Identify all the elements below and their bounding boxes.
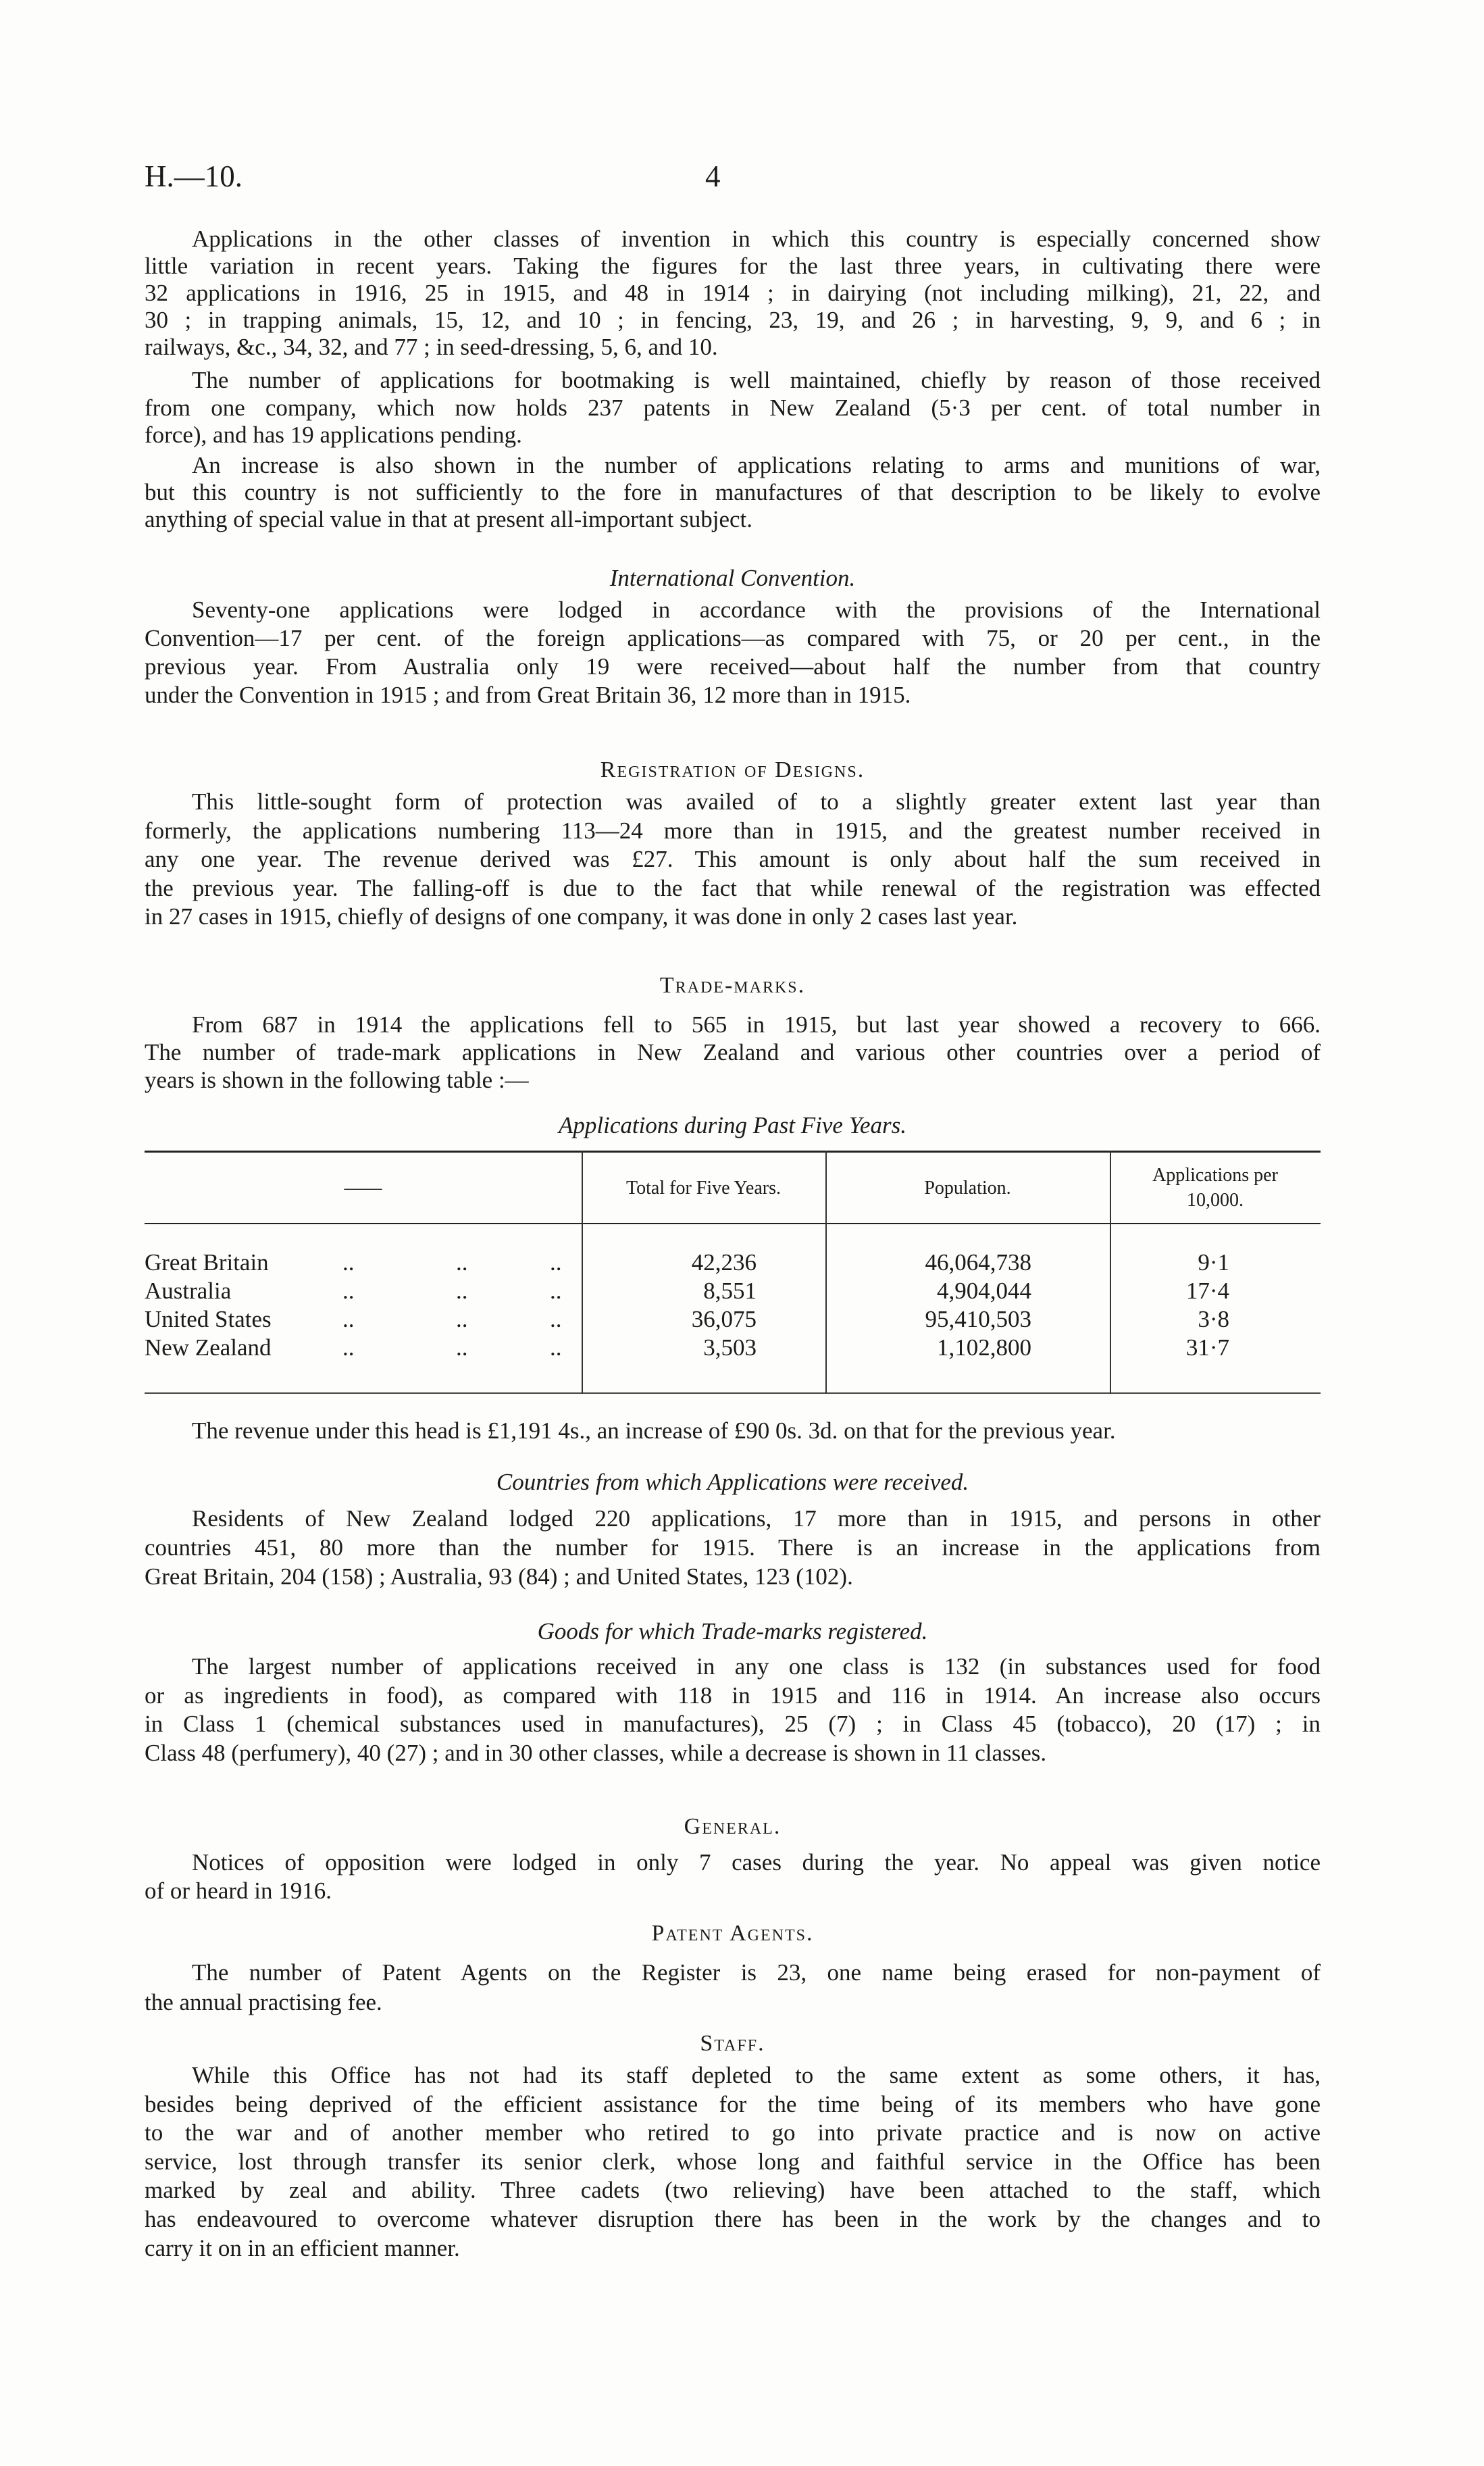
text-line: 32 applications in 1916, 25 in 1915, and 48 in 1914 ; in dairying (not including milking), 21, 22, and xyxy=(145,280,1321,306)
text-line: While this Office has not had its staff depleted to the same extent as some others, it has, xyxy=(192,2062,1321,2088)
text-line: formerly, the applications numbering 113—24 more than in 1915, and the greatest number received in xyxy=(145,817,1321,844)
leader-dots: .. xyxy=(456,1278,468,1304)
text-line: The revenue under this head is £1,191 4s., an increase of £90 0s. 3d. on that for the previous year. xyxy=(192,1417,1116,1444)
text-line: any one year. The revenue derived was £27. This amount is only about half the sum received in xyxy=(145,846,1321,872)
table-header-blank: —— xyxy=(344,1177,382,1199)
text-line: The number of trade-mark applications in New Zealand and various other countries over a period of xyxy=(145,1039,1321,1065)
leader-dots: .. xyxy=(550,1306,562,1332)
text-line: railways, &c., 34, 32, and 77 ; in seed-dressing, 5, 6, and 10. xyxy=(145,334,718,360)
text-line: to the war and of another member who retired to go into private practice and is now on active xyxy=(145,2119,1321,2146)
text-line: the previous year. The falling-off is due to the fact that while renewal of the registration was effected xyxy=(145,874,1321,901)
text-line: but this country is not sufficiently to the fore in manufactures of that description to be likely to evolve xyxy=(145,479,1321,505)
text-line: years is shown in the following table :— xyxy=(145,1067,529,1093)
text-line: Notices of opposition were lodged in only 7 cases during the year. No appeal was given notice xyxy=(192,1849,1321,1876)
text-line: countries 451, 80 more than the number for 1915. There is an increase in the applications from xyxy=(145,1534,1321,1561)
heading-registration-of-designs: Registration of Designs. xyxy=(600,757,865,782)
table-row xyxy=(145,1277,1321,1305)
text-line: From 687 in 1914 the applications fell to 565 in 1915, but last year showed a recovery to 666. xyxy=(192,1011,1321,1038)
population: 1,102,800 xyxy=(937,1334,1031,1361)
heading-general: General. xyxy=(684,1814,782,1839)
heading-trade-marks: Trade-marks. xyxy=(659,973,806,998)
paragraph-revenue xyxy=(145,1417,1321,1444)
page-number: 4 xyxy=(705,159,721,193)
table-caption: Applications during Past Five Years. xyxy=(559,1112,906,1138)
leader-dots: .. xyxy=(456,1334,468,1361)
text-line: Applications in the other classes of invention in which this country is especially concerned show xyxy=(192,226,1321,252)
table-header-rule xyxy=(145,1223,1321,1224)
text-line: marked by zeal and ability. Three cadets (two relieving) have been attached to the staff, which xyxy=(145,2177,1321,2204)
leader-dots: .. xyxy=(342,1306,355,1332)
text-line: previous year. From Australia only 19 were received—about half the number from that country xyxy=(145,653,1321,680)
text-line: service, lost through transfer its senior clerk, whose long and faithful service in the Office has been xyxy=(145,2148,1321,2175)
applications-table xyxy=(145,1151,1321,1395)
heading-staff: Staff. xyxy=(700,2031,765,2056)
paragraph-staff xyxy=(145,2061,1321,2263)
document-code: H.—10. xyxy=(145,159,242,193)
text-line: besides being deprived of the efficient assistance for the time being of its members who have gone xyxy=(145,2090,1321,2117)
population: 46,064,738 xyxy=(925,1249,1031,1276)
country-name: New Zealand xyxy=(145,1334,272,1361)
population: 4,904,044 xyxy=(937,1278,1031,1304)
table-row xyxy=(145,1334,1321,1362)
heading-international-convention: International Convention. xyxy=(609,565,856,591)
table-row xyxy=(145,1305,1321,1334)
country-name: Great Britain xyxy=(145,1249,269,1276)
heading-goods: Goods for which Trade-marks registered. xyxy=(537,1618,928,1644)
paragraph-countries xyxy=(145,1504,1321,1591)
leader-dots: .. xyxy=(550,1249,562,1276)
paragraph-arms xyxy=(145,452,1321,533)
text-line: carry it on in an efficient manner. xyxy=(145,2234,460,2261)
text-line: force), and has 19 applications pending. xyxy=(145,422,522,448)
table-header-population: Population. xyxy=(924,1177,1011,1199)
leader-dots: .. xyxy=(550,1278,562,1304)
text-line: anything of special value in that at present all-important subject. xyxy=(145,506,753,532)
text-line: The largest number of applications received in any one class is 132 (in substances used for food xyxy=(192,1653,1321,1680)
text-line: Great Britain, 204 (158) ; Australia, 93 (84) ; and United States, 123 (102). xyxy=(145,1563,853,1590)
text-line: of or heard in 1916. xyxy=(145,1878,332,1904)
heading-countries: Countries from which Applications were received. xyxy=(496,1469,969,1495)
text-line: The number of Patent Agents on the Register is 23, one name being erased for non-payment of xyxy=(192,1959,1321,1986)
total-five-years: 42,236 xyxy=(691,1249,757,1276)
text-line: This little-sought form of protection was availed of to a slightly greater extent last year than xyxy=(192,788,1321,815)
text-line: An increase is also shown in the number of applications relating to arms and munitions of war, xyxy=(192,452,1321,478)
paragraph-trade-marks xyxy=(145,1011,1321,1094)
text-line: under the Convention in 1915 ; and from Great Britain 36, 12 more than in 1915. xyxy=(145,682,911,708)
text-line: Class 48 (perfumery), 40 (27) ; and in 30 other classes, while a decrease is shown in 11 classes. xyxy=(145,1739,1047,1766)
text-line: from one company, which now holds 237 patents in New Zealand (5·3 per cent. of total number in xyxy=(145,394,1321,421)
leader-dots: .. xyxy=(550,1334,562,1361)
text-line: 30 ; in trapping animals, 15, 12, and 10 ; in fencing, 23, 19, and 26 ; in harvesting, 9, 9, and 6 ; in xyxy=(145,307,1321,333)
text-line: The number of applications for bootmaking is well maintained, chiefly by reason of those received xyxy=(192,367,1321,393)
text-line: Residents of New Zealand lodged 220 applications, 17 more than in 1915, and persons in other xyxy=(192,1505,1321,1532)
text-line: little variation in recent years. Taking the figures for the last three years, in cultivating there were xyxy=(145,253,1321,279)
paragraph-international-convention xyxy=(145,596,1321,709)
paragraph-patent-agents xyxy=(145,1958,1321,2017)
text-line: or as ingredients in food), as compared with 118 in 1915 and 116 in 1914. An increase also occurs xyxy=(145,1682,1321,1709)
paragraph-goods xyxy=(145,1653,1321,1767)
applications-per-10000: 9·1 xyxy=(1198,1249,1229,1276)
table-bottom-rule xyxy=(145,1392,1321,1394)
leader-dots: .. xyxy=(456,1249,468,1276)
text-line: has endeavoured to overcome whatever disruption there has been in the work by the changes and to xyxy=(145,2205,1321,2232)
applications-per-10000: 3·8 xyxy=(1198,1306,1229,1332)
population: 95,410,503 xyxy=(925,1306,1031,1332)
applications-per-10000: 31·7 xyxy=(1185,1334,1229,1361)
text-line: Seventy-one applications were lodged in accordance with the provisions of the International xyxy=(192,597,1321,623)
text-line: in 27 cases in 1915, chiefly of designs of one company, it was done in only 2 cases last year. xyxy=(145,903,1018,930)
leader-dots: .. xyxy=(342,1278,355,1304)
total-five-years: 3,503 xyxy=(703,1334,757,1361)
applications-per-10000: 17·4 xyxy=(1185,1278,1229,1304)
country-name: United States xyxy=(145,1306,272,1332)
table-header-total: Total for Five Years. xyxy=(625,1177,782,1199)
table-header-per-10000: Applications per 10,000. xyxy=(1152,1165,1278,1211)
total-five-years: 36,075 xyxy=(691,1306,757,1332)
total-five-years: 8,551 xyxy=(703,1278,757,1304)
paragraph-general xyxy=(145,1848,1321,1905)
text-line: Convention—17 per cent. of the foreign applications—as compared with 75, or 20 per cent., in the xyxy=(145,625,1321,651)
paragraph-registration-of-designs xyxy=(145,788,1321,932)
table-row xyxy=(145,1249,1321,1277)
leader-dots: .. xyxy=(342,1249,355,1276)
paragraph-other-classes xyxy=(145,226,1321,361)
heading-patent-agents: Patent Agents. xyxy=(651,1921,814,1946)
text-line: the annual practising fee. xyxy=(145,1989,382,2015)
leader-dots: .. xyxy=(456,1306,468,1332)
leader-dots: .. xyxy=(342,1334,355,1361)
country-name: Australia xyxy=(145,1278,232,1304)
paragraph-bootmaking xyxy=(145,367,1321,449)
text-line: in Class 1 (chemical substances used in manufactures), 25 (7) ; in Class 45 (tobacco), 20 (17) ; in xyxy=(145,1711,1321,1737)
